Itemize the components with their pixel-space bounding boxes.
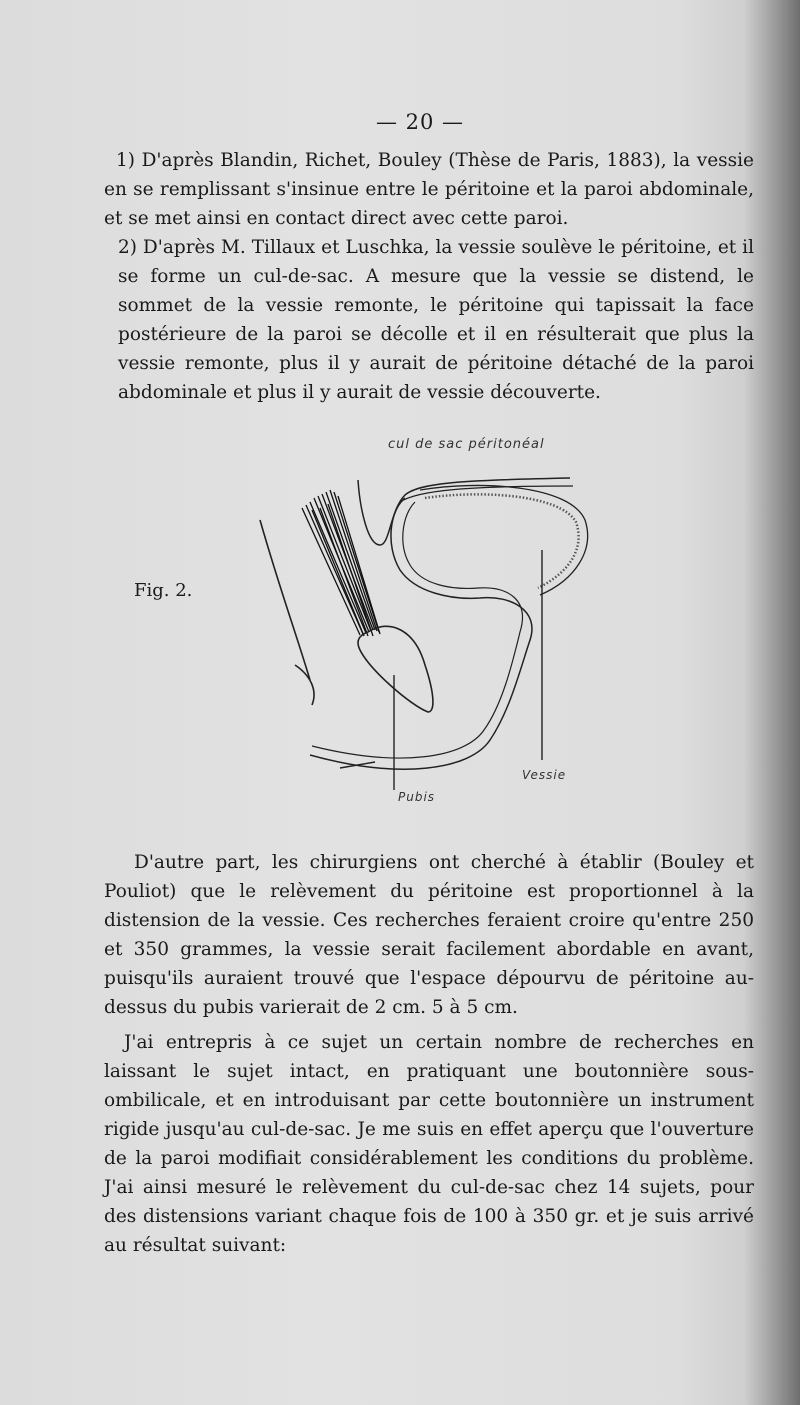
bladder-outer [310,498,532,769]
wall-lower-curve [295,665,314,705]
abdominal-wall-line [260,520,310,680]
figure-annotation-pubis: Pubis [398,790,436,804]
pubic-hair [302,490,380,636]
paragraph-recherches: J'ai entrepris à ce sujet un certain nombre de recherches en laissant le sujet intact, en pratiquant une boutonnière sous-ombilicale, et en introduisant par cette boutonnière un instrument rigide jusqu'au cul-de-sac. Je me suis en effet aperçu que l'ouverture de la paroi modifiait considérablement les conditions du problème. J'ai ainsi mesuré le relèvement du cul-de-sac chez 14 sujets, pour des distensions variant chaque fois de 100 à 350 gr. et je suis arrivé au résultat suivant: [104,1032,754,1256]
anatomical-figure [240,450,600,810]
paragraph-bouley-pouliot: D'autre part, les chirurgiens ont cherché à établir (Bouley et Pouliot) que le relèvement du péritoine est proportionnel à la distension de la vessie. Ces recherches feraient croire qu'entre 250 et 350 grammes, la vessie serait facilement abordable en avant, puisqu'ils auraient trouvé que l'espace dépourvu de péritoine au-dessus du pubis varierait de 2 cm. 5 à 5 cm. [104,852,754,1018]
top-text-block [104,146,754,407]
bladder-inner [420,485,588,595]
bladder-inner-2 [425,494,579,588]
figure-annotation-cul-de-sac: cul de sac péritonéal [388,437,545,452]
bottom-text-block [104,848,754,1260]
figure-label: Fig. 2. [134,580,193,601]
pubis-bone [358,626,433,712]
paragraph-blandin: 1) D'après Blandin, Richet, Bouley (Thèse de Paris, 1883), la vessie en se remplissant s'insinue entre le péritoine et la paroi abdominale, et se met ainsi en contact direct avec cette paroi. [104,150,754,229]
page-number: — 20 — [375,110,465,134]
peritoneum-line [358,478,570,545]
paragraph-tillaux: 2) D'après M. Tillaux et Luschka, la vessie soulève le péritoine, et il se forme un cul-de-sac. A mesure que la vessie se distend, le sommet de la vessie remonte, le péritoine qui tapissait la face postérieure de la paroi se décolle et il en résulterait que plus la vessie remonte, plus il y aurait de péritoine détaché de la paroi abdominale et plus il y aurait de vessie découverte. [118,237,754,403]
figure-annotation-vessie: Vessie [522,768,567,782]
